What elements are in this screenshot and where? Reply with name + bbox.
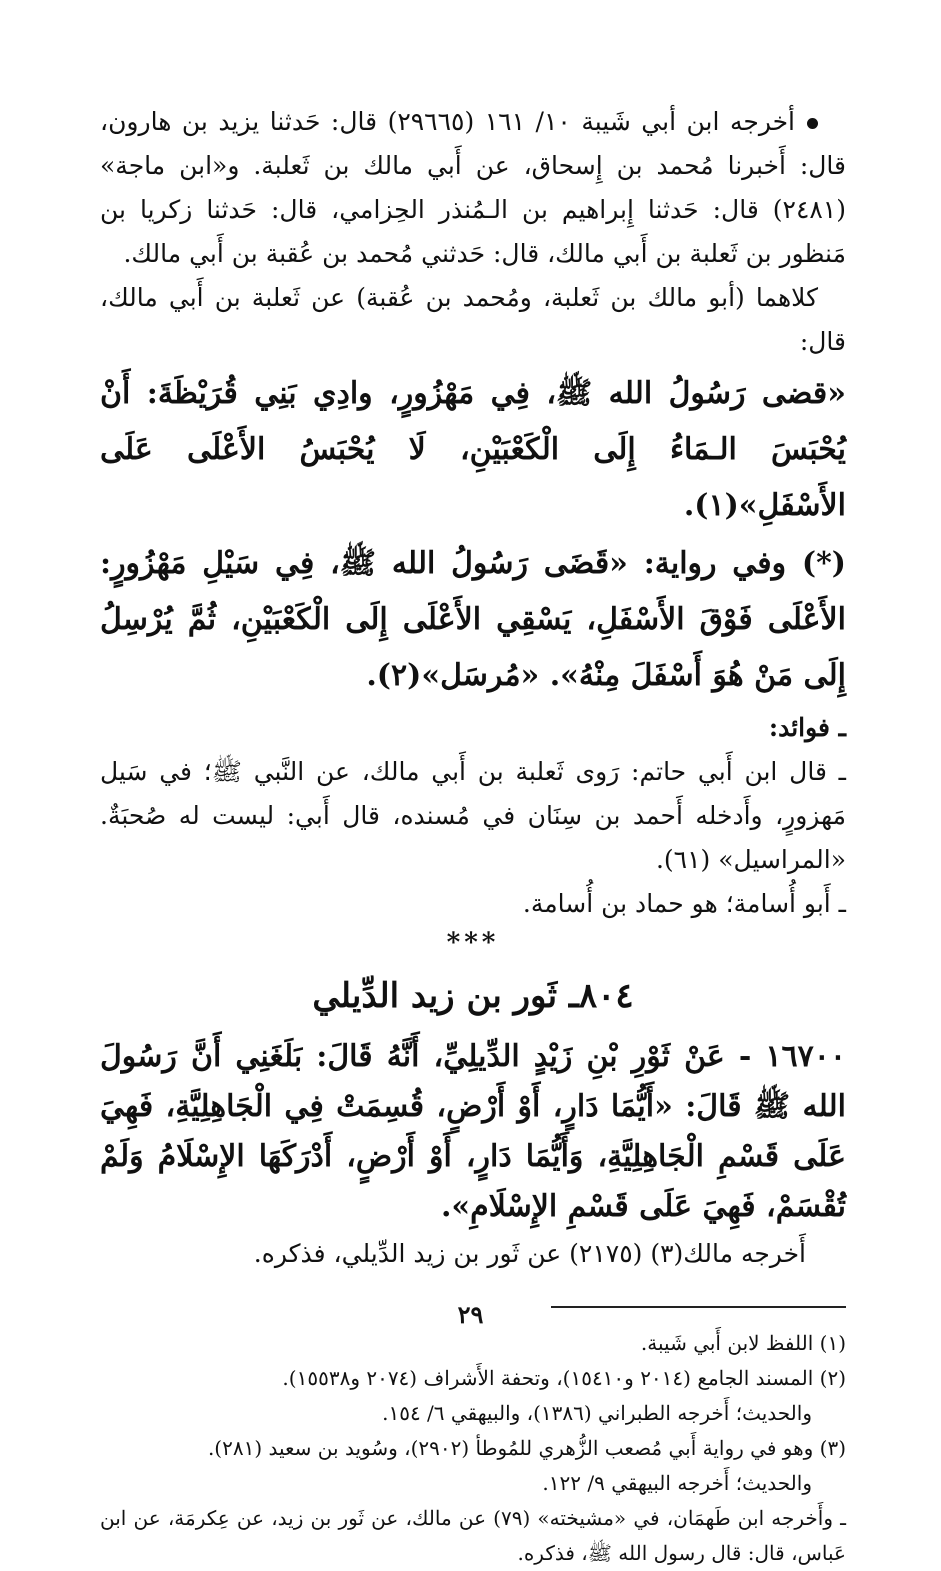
footnote-item: (٢) المسند الجامع (٢٠١٤ و١٥٤١٠)، وتحفة الأَشراف (٢٠٧٤ و١٥٥٣٨). <box>282 1366 846 1390</box>
section-separator: *** <box>446 928 500 958</box>
chapter-title: ٨٠٤ـ ثَور بن زيد الدِّيلي <box>312 976 634 1016</box>
takhrij-text: أخرجه ابن أبي شَيبة ١٠/ ١٦١ (٢٩٦٦٥) قال: حَدثنا يزيد بن هارون، قال: أَخبرنا مُحمد بن إِسحاق، عن أَبي مالك بن ثَعلبة. و«ابن ماجة» (٢٤٨١) قال: حَدثنا إِبراهيم بن الـمُنذر الحِزامي، قال: حَدثنا زكريا بن مَنظور بن ثَعلبة بن أَبي مالك، قال: حَدثني مُحمد بن عُقبة بن أَبي مالك. <box>100 107 846 268</box>
fawaid-item-1: ـ قال ابن أَبي حاتم: رَوى ثَعلبة بن أَبي مالك، عن النَّبي ﷺ؛ في سَيل مَهزورٍ، وأَدخله أَحمد بن سِنَان في مُسنده، قال أَبي: ليست له صُحبَةٌ. «المراسيل» (٦١). <box>100 757 846 874</box>
fawaid-heading: ـ فوائد: <box>768 713 846 742</box>
fawaid-item-2: ـ أَبو أُسامة؛ هو حماد بن أُسامة. <box>522 889 846 918</box>
page-content <box>100 100 847 1565</box>
footnote-item: (١) اللفظ لابن أَبي شَيبة. <box>640 1331 846 1355</box>
both-paragraph: كلاهما (أبو مالك بن ثَعلبة، ومُحمد بن عُقبة) عن ثَعلبة بن أَبي مالك، قال: <box>100 283 846 356</box>
page-number: ٢٩ <box>457 1300 484 1329</box>
footnote-item: ـ وأَخرجه ابن طَهمَان، في «مشيخته» (٧٩) عن مالك، عن ثَور بن زيد، عن عِكرمَة، عن ابن عَباس، قال: قال رسول الله ﷺ، فذكره. <box>100 1506 847 1565</box>
footnote-item: والحديث؛ أَخرجه البيهقي ٩/ ١٢٢. <box>542 1471 812 1495</box>
footnote-item: (٣) وهو في رواية أَبي مُصعب الزُّهري للمُوطأ (٢٩٠٢)، وسُويد بن سعيد (٢٨١). <box>207 1436 846 1460</box>
footnotes <box>100 1326 846 1571</box>
takhrij-paragraph <box>100 100 846 276</box>
footnote-item: والحديث؛ أَخرجه الطبراني (١٣٨٦)، والبيهقي ٦/ ١٥٤. <box>382 1401 812 1425</box>
hadith-source: أَخرجه مالك(٣) (٢١٧٥) عن ثَور بن زيد الدِّيلي، فذكره. <box>253 1239 806 1268</box>
bullet-icon <box>807 118 818 129</box>
hadith-text-1: «قضى رَسُولُ الله ﷺ، فِي مَهْزُورٍ، وادِي بَنِي قُرَيْظَةَ: أَنْ يُحْبَسَ الـمَاءُ إِلَى الْكَعْبَيْنِ، لَا يُحْبَسُ الأَعْلَى عَلَى الأَسْفَلِ»(١). <box>100 376 846 523</box>
hadith-text-2: ١٦٧٠٠ - عَنْ ثَوْرِ بْنِ زَيْدٍ الدِّيلِيِّ، أَنَّهُ قَالَ: بَلَغَنِي أَنَّ رَسُولَ الله ﷺ قَالَ: «أَيُّمَا دَارٍ، أَوْ أَرْضٍ، قُسِمَتْ فِي الْجَاهِلِيَّةِ، فَهِيَ عَلَى قَسْمِ الْجَاهِلِيَّةِ، وَأَيُّمَا دَارٍ، أَوْ أَرْضٍ، أَدْرَكَهَا الإِسْلَامُ وَلَمْ تُقْسَمْ، فَهِيَ عَلَى قَسْمِ الإِسْلَامِ». <box>100 1039 846 1224</box>
riwaya-text: (*) وفي رواية: «قَضَى رَسُولُ الله ﷺ، فِي سَيْلِ مَهْزُورٍ: الأَعْلَى فَوْقَ الأَسْفَلِ، يَسْقِي الأَعْلَى إِلَى الْكَعْبَيْنِ، ثُمَّ يُرْسِلُ إِلَى مَنْ هُوَ أَسْفَلَ مِنْهُ». «مُرسَل»(٢). <box>100 546 846 693</box>
